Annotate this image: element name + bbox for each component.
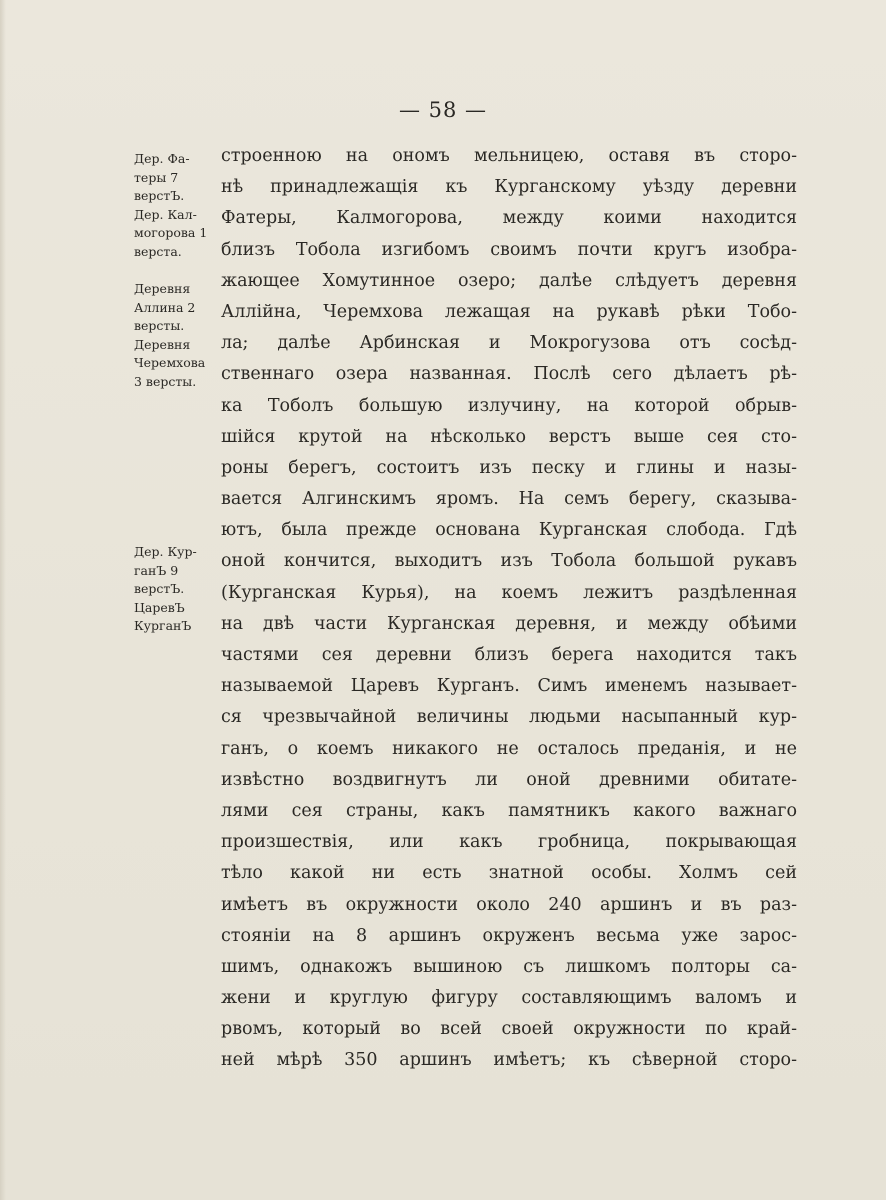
body-line: ютъ, была прежде основана Курганская слобода. Гдѣ [221, 520, 797, 541]
body-line: ка Тоболъ большую излучину, на которой обрыв- [221, 395, 797, 416]
margin-note-kurgan [134, 543, 224, 636]
body-line: Фатеры, Калмогорова, между коими находится [221, 208, 797, 229]
body-line: называемой Царевъ Курганъ. Симъ именемъ называет- [221, 676, 797, 697]
margin-note-line: КурганЪ [134, 618, 192, 633]
margin-note-line: Деревня [134, 336, 191, 352]
body-line: тѣло какой ни есть знатной особы. Холмъ сей [221, 863, 797, 884]
body-line: ственнаго озера названная. Послѣ сего дѣлаетъ рѣ- [221, 364, 797, 385]
margin-note-line: Черемхова [134, 355, 206, 370]
margin-note-line: ганЪ 9 [134, 562, 179, 578]
body-line: строенною на ономъ мельницею, оставя въ сторо- [221, 146, 797, 166]
margin-note-fatery-kalmogorova [134, 150, 224, 261]
margin-note-line: верста. [134, 243, 182, 259]
body-line: шійся крутой на нѣсколько верстъ выше сея сто- [221, 426, 797, 447]
margin-note-line: 3 версты. [134, 373, 197, 389]
body-line: ганъ, о коемъ никакого не осталось преданія, и не [221, 738, 797, 759]
body-line: частями сея деревни близъ берега находится такъ [221, 645, 797, 665]
margin-note-allina-cheremkhova [134, 280, 224, 391]
margin-note-line: версты. [134, 318, 185, 333]
body-line: на двѣ части Курганская деревня, и между обѣими [221, 613, 797, 634]
body-line: роны берегъ, состоитъ изъ песку и глины и назы- [221, 457, 797, 478]
body-line: рвомъ, который во всей своей окружности по край- [221, 1019, 797, 1040]
body-line: жающее Хомутинное озеро; далѣе слѣдуетъ деревня [221, 270, 797, 291]
body-line: ла; далѣе Арбинская и Мокрогузова отъ сосѣд- [221, 333, 797, 354]
body-line: ся чрезвычайной величины людьми насыпанный кур- [221, 707, 797, 728]
body-line: вается Алгинскимъ яромъ. На семъ берегу, сказыва- [221, 489, 797, 510]
page-edge-shadow [0, 0, 6, 1200]
body-line: ней мѣрѣ 350 аршинъ имѣетъ; къ сѣверной сторо- [221, 1050, 797, 1071]
body-line: имѣетъ въ окружности около 240 аршинъ и въ раз- [221, 894, 797, 915]
body-text [221, 141, 797, 1077]
body-line: (Курганская Курья), на коемъ лежитъ раздѣленная [221, 582, 797, 603]
margin-note-line: Дер. Кал- [134, 206, 197, 222]
body-line: оной кончится, выходитъ изъ Тобола большой рукавъ [221, 551, 797, 572]
body-line: нѣ принадлежащія къ Курганскому уѣзду деревни [221, 177, 797, 198]
margin-note-line: теры 7 [134, 169, 179, 185]
body-line: произшествія, или какъ гробница, покрывающая [221, 832, 797, 853]
body-line: шимъ, однакожъ вышиною съ лишкомъ полторы са- [221, 956, 797, 977]
body-line: извѣстно воздвигнутъ ли оной древними обитате- [221, 769, 797, 790]
body-line: Аллiйна, Черемхова лежащая на рукавѣ рѣки Тобо- [221, 301, 797, 322]
page-number: — 58 — [398, 98, 488, 122]
margin-note-line: верстЪ. [134, 581, 185, 596]
margin-note-line: Дер. Кур- [134, 544, 197, 559]
margin-note-line: Дер. Фа- [134, 151, 190, 166]
body-line: лями сея страны, какъ памятникъ какого важнаго [221, 800, 797, 821]
body-line: стояніи на 8 аршинъ окруженъ весьма уже зарос- [221, 925, 797, 946]
body-line: жени и круглую фигуру составляющимъ валомъ и [221, 988, 797, 1009]
margin-note-line: верстЪ. [134, 188, 185, 203]
margin-note-line: Деревня [134, 281, 191, 296]
margin-note-line: могорова 1 [134, 225, 208, 240]
margin-note-line: Аллина 2 [134, 299, 196, 315]
body-line: близъ Тобола изгибомъ своимъ почти кругъ изобра- [221, 239, 797, 260]
margin-note-line: ЦаревЪ [134, 599, 185, 615]
